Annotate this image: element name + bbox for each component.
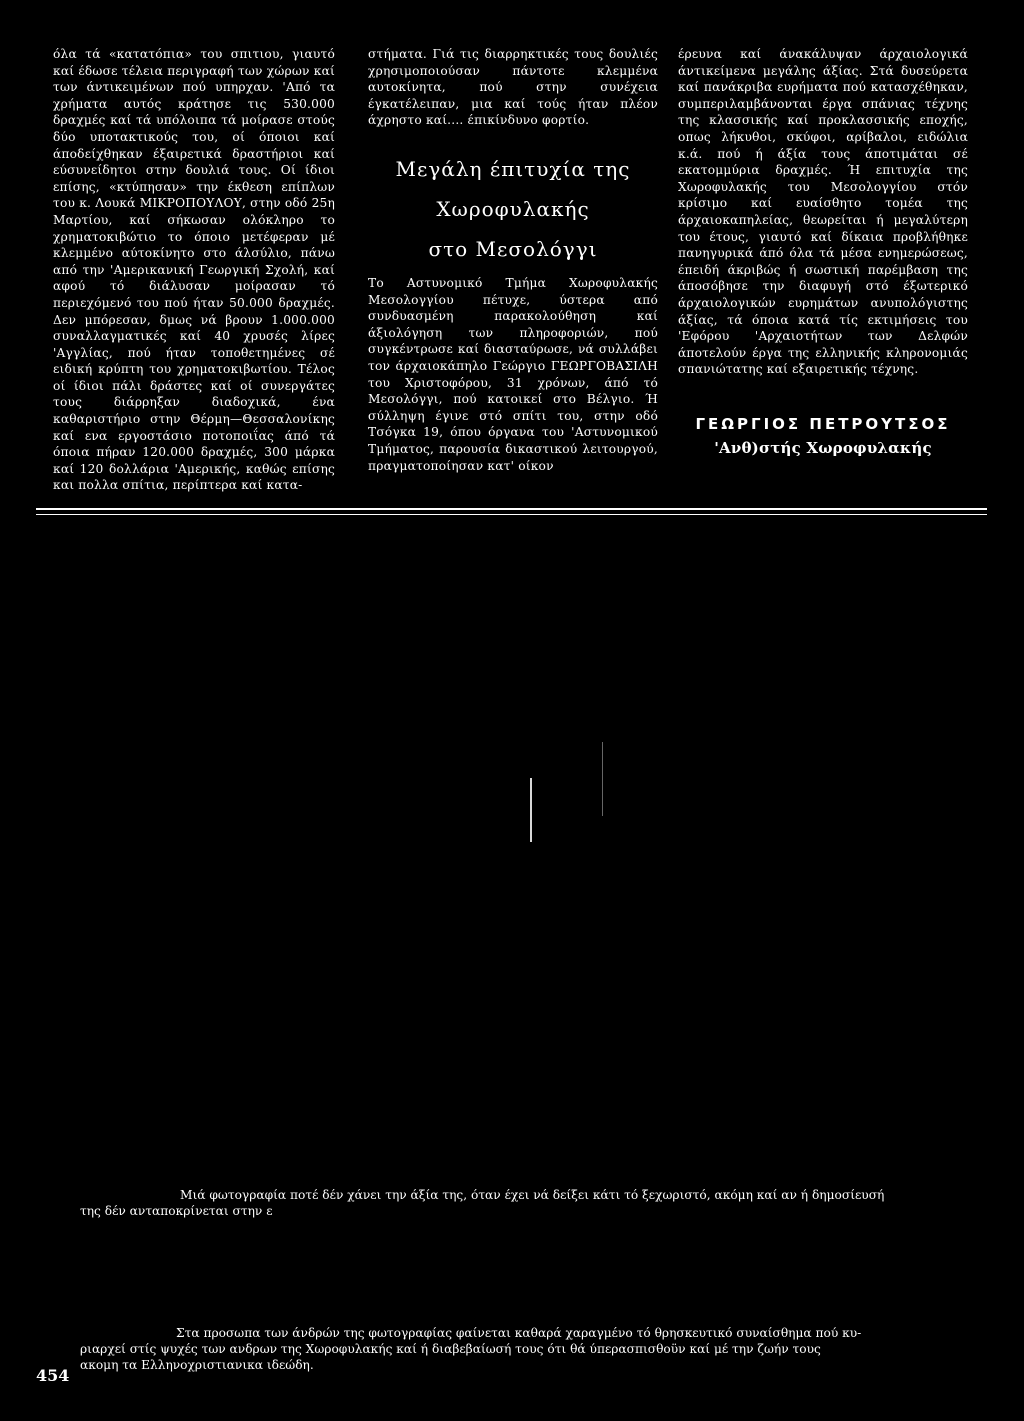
photo-caption-2-line-1: Στα προσωπα των άνδρών της φωτογραφίας φαίνεται καθαρά χαραγμένο τό θρησκευτικό συναίσθημα πού κυ- xyxy=(176,1326,862,1340)
photo-caption-2 xyxy=(80,1325,960,1373)
article-lead: Το Αστυνομικό Τμήμα Χωροφυλακής Μεσολογγίου πέτυχε, ύστερα από συνδυασμένη παρακολούθηση καί άξιολόγηση των πληροφοριών, πού συγκέντρωσε καί διασταύρωσε, νά συλλάβει τον άρχαιοκάπηλο Γεώργιο ΓΕΩΡΓΟΒΑΣΙΛΗ του Χριστοφόρου, 31 χρόνων, άπό τό Μεσολόγγι, πού κατοικεί στο Βέλγιο. Ή σύλληψη έγινε στό σπίτι του, στην οδό Τσόγκα 19, όπου όργανα του 'Αστυνομικού Τμήματος, παρουσία δικαστικού λειτουργού, πραγματοποίησαν κατ' οίκον xyxy=(368,275,658,473)
photo-caption-1 xyxy=(80,1187,970,1219)
article-headline xyxy=(368,155,658,263)
article-column-2 xyxy=(368,46,658,474)
headline-line-2: Χωροφυλακής xyxy=(436,196,590,221)
photo-area xyxy=(0,520,1024,1220)
article-column-1 xyxy=(53,46,335,494)
photo-caption-2-line-2: ριαρχεί στίς ψυχές των ανδρων της Χωροφυλακής καί ή διαβεβαίωσή τους ότι θά ύπερασπισθοϋν καί μέ την ζωήν τους xyxy=(80,1342,821,1356)
section-divider xyxy=(36,508,987,510)
column-3-text: έρευνα καί άνακάλυψαν άρχαιολογικά άντικείμενα μεγάλης άξίας. Στά δυσεύρετα καί πανάκριβα ευρήματα πού κατασχέθηκαν, συμπεριλαμβάνονται έργα σπάνιας τέχνης της κλασσικής καί προκλασσικής εποχής, οπως λήκυθοι, σκύφοι, αρίβαλοι, ειδώλια κ.ά. πού ή άξία τους άποτιμάται σέ εκατομμύρια δραχμές. Ή επιτυχία της Χωροφυλακής του Μεσολογγίου στόν κρίσιμο καί ευαίσθητο τομέα της άρχαιοκαπηλείας, θεωρείται ή μεγαλύτερη του έτους, γιαυτό καί δίκαια προβλήθηκε πανηγυρικά άπό όλα τά μέσα ενημερώσεως, έπειδή άκριβώς ή σωστική παρέμβαση της άποσόβησε την διαφυγή στό έξωτερικό άρχαιολογικών ευρημάτων ανυπολόγιστης άξίας, τά όποια κατά τίς εκτιμήσεις του 'Εφόρου 'Αρχαιοτήτων των Δελφών άποτελούν έργα της ελληνικής κληρονομιάς σπανιώτατης καί εξαιρετικής τέχνης. xyxy=(678,47,968,377)
photo-caption-1-line-1: Μιά φωτογραφία ποτέ δέν χάνει την άξία της, όταν έχει νά δείξει κάτι τό ξεχωριστό, ακόμη καί αν ή δημοσίευσή xyxy=(180,1188,885,1202)
author-role: 'Ανθ)στής Χωροφυλακής xyxy=(714,438,932,457)
photo-artifact xyxy=(602,742,603,816)
author-name: ΓΕΩΡΓΙΟΣ ΠΕΤΡΟΥΤΣΟΣ xyxy=(695,414,951,433)
headline-line-1: Μεγάλη έπιτυχία της xyxy=(395,156,631,181)
photo-artifact xyxy=(530,778,532,842)
page-number: 454 xyxy=(36,1366,70,1385)
headline-line-3: στο Μεσολόγγι xyxy=(428,236,598,261)
section-divider-thin xyxy=(36,514,987,515)
photo-caption-2-line-3: ακομη τα Ελληνοχριστιανικα ιδεώδη. xyxy=(80,1358,314,1372)
photo-caption-1-line-2: της δέν ανταποκρίνεται στην ε xyxy=(80,1204,273,1218)
column-1-text: όλα τά «κατατόπια» του σπιτιου, γιαυτό καί έδωσε τέλεια περιγραφή των χώρων καί των άντικειμένων πού υπηρχαν. 'Από τα χρήματα αυτός κράτησε τις 530.000 δραχμές καί τά υπόλοιπα τά μοίρασε στούς δύο υποτακτικούς του, οί όποιοι καί άποδείχθηκαν έξαιρετικά δραστήριοι καί εύσυνείδητοι στην δουλιά τους. Οί ίδιοι επίσης, «κτύπησαν» την έκθεση επίπλων του κ. Λουκά ΜΙΚΡΟΠΟΥΛΟΥ, στην οδό 25η Μαρτίου, καί σήκωσαν ολόκληρο το χρηματοκιβώτιο το όποιο μετέφεραν μέ κλεμμένο αύτοκίνητο στο άλσύλιο, πάνω από την 'Αμερικανική Γεωργική Σχολή, καί αφού τό διάλυσαν μοίρασαν τό περιεχόμενό του πού ήταν 50.000 δραχμές. Δεν μπόρεσαν, δμως νά βρουν 1.000.000 συναλλαγματικές καί 40 χρυσές λίρες 'Αγγλίας, πού ήταν τοποθετημένες σέ ειδική κρύπτη του χρηματοκιβωτίου. Τέλος οί ίδιοι πάλι δράστες καί οί συνεργάτες τους διάρρηξαν διαδοχικά, ένα καθαριστήριο στην Θέρμη—Θεσσαλονίκης καί ενα εργοστάσιο ποτοποιΐας άπό τά όποια πήραν 120.000 δραχμές, 300 μάρκα καί 120 δολλάρια 'Αμερικής, καθώς επίσης και πολλα σπίτια, περίπτερα καί κατα- xyxy=(53,47,335,493)
article-column-3 xyxy=(678,46,968,456)
column-2-continuation: στήματα. Γιά τις διαρρηκτικές τους δουλιές χρησιμοποιούσαν πάντοτε κλεμμένα αυτοκίνητα, πού στην συνέχεια έγκατέλειπαν, μια καί τούς ήταν πλέον άχρηστο καί.... έπικίνδυνο φορτίο. xyxy=(368,47,658,128)
